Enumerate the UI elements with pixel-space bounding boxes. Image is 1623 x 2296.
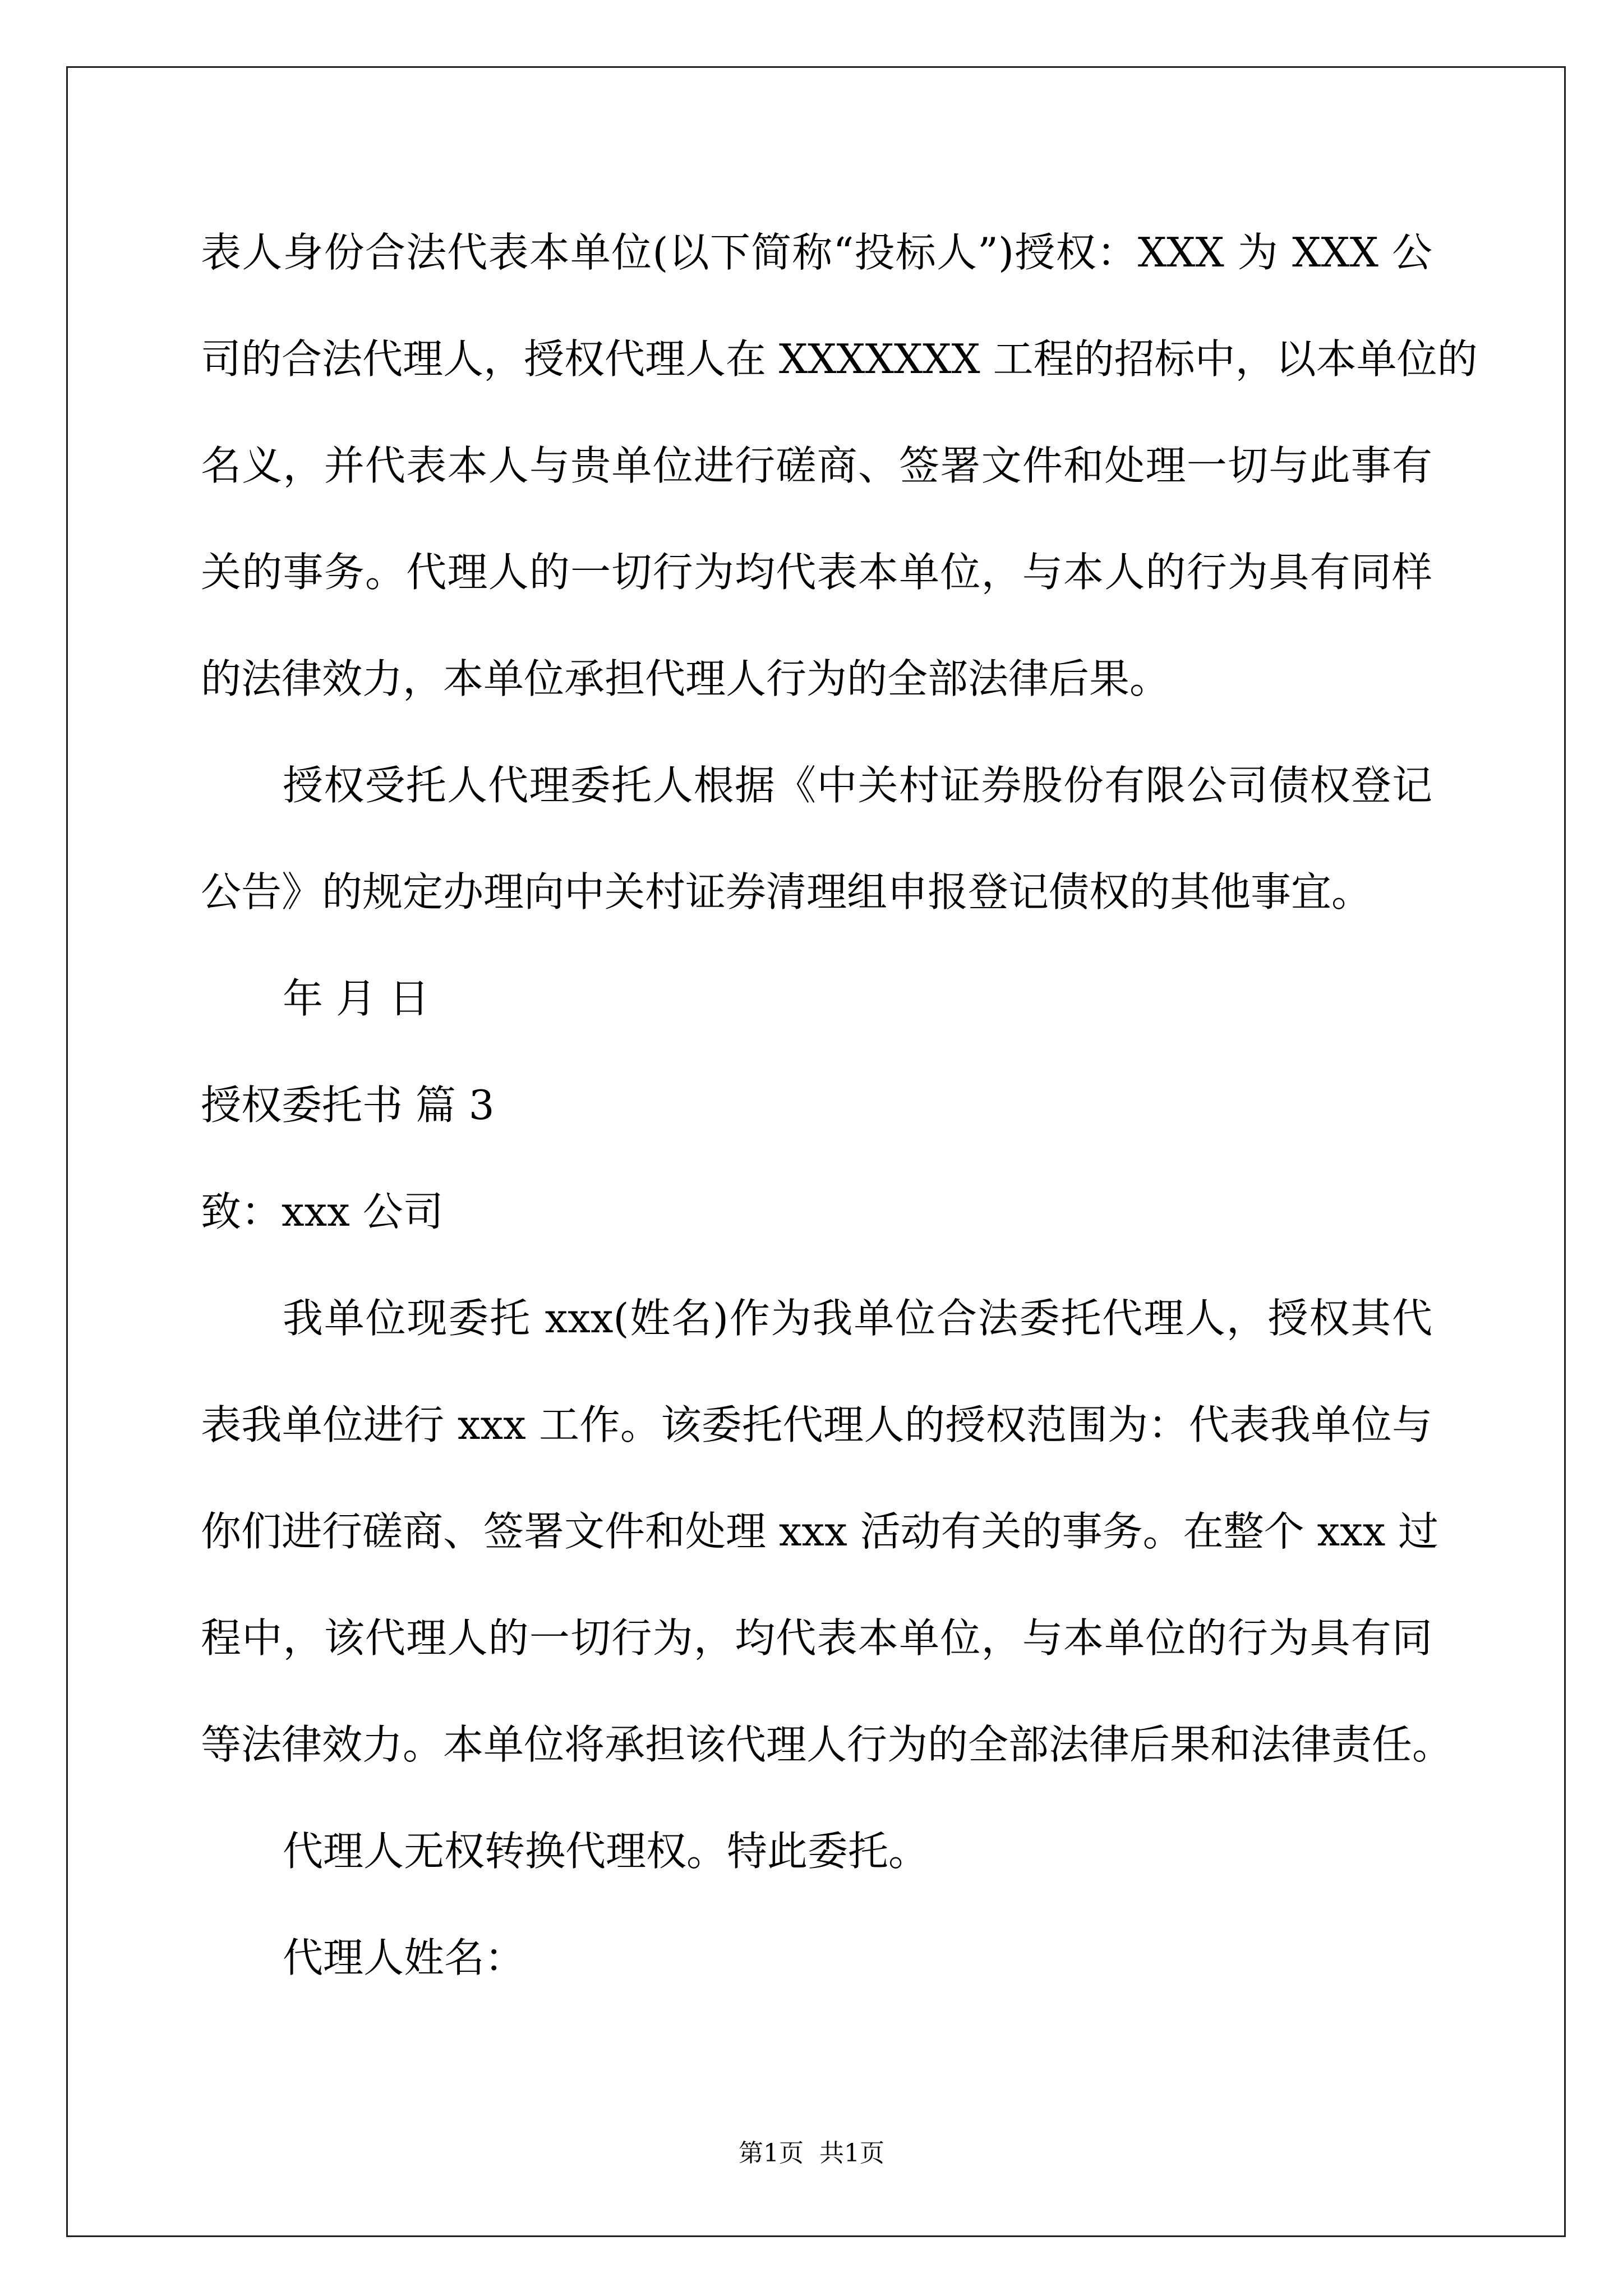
text-line: 公告》的规定办理向中关村证券清理组申报登记债权的其他事宜。 <box>201 868 1372 915</box>
date-line: 年 月 日 <box>283 975 430 1022</box>
text-line: 表我单位进行 xxx 工作。该委托代理人的授权范围为：代表我单位与 <box>201 1401 1432 1448</box>
text-line: 名义，并代表本人与贵单位进行磋商、签署文件和处理一切与此事有 <box>201 442 1432 489</box>
page-number-footer: 第1页 共1页 <box>739 2139 884 2168</box>
text-line: 的法律效力，本单位承担代理人行为的全部法律后果。 <box>201 655 1170 702</box>
document-body <box>201 199 1478 2011</box>
text-line: 我单位现委托 xxx(姓名)作为我单位合法委托代理人，授权其代 <box>283 1295 1432 1342</box>
text-line: 你们进行磋商、签署文件和处理 xxx 活动有关的事务。在整个 xxx 过 <box>201 1508 1439 1555</box>
text-line: 司的合法代理人，授权代理人在 XXXXXXX 工程的招标中，以本单位的 <box>201 335 1478 383</box>
text-line: 授权受托人代理委托人根据《中关村证券股份有限公司债权登记 <box>283 762 1432 809</box>
section-heading: 授权委托书 篇 3 <box>201 1082 495 1129</box>
agent-name-line: 代理人姓名： <box>283 1934 525 1981</box>
addressee-line: 致：xxx 公司 <box>201 1188 444 1235</box>
text-line: 表人身份合法代表本单位(以下简称“投标人”)授权：XXX 为 XXX 公 <box>201 229 1432 276</box>
text-line: 等法律效力。本单位将承担该代理人行为的全部法律后果和法律责任。 <box>201 1721 1453 1768</box>
text-line: 代理人无权转换代理权。特此委托。 <box>283 1828 929 1875</box>
text-line: 关的事务。代理人的一切行为均代表本单位，与本人的行为具有同样 <box>201 549 1432 596</box>
text-line: 程中，该代理人的一切行为，均代表本单位，与本单位的行为具有同 <box>201 1614 1432 1662</box>
